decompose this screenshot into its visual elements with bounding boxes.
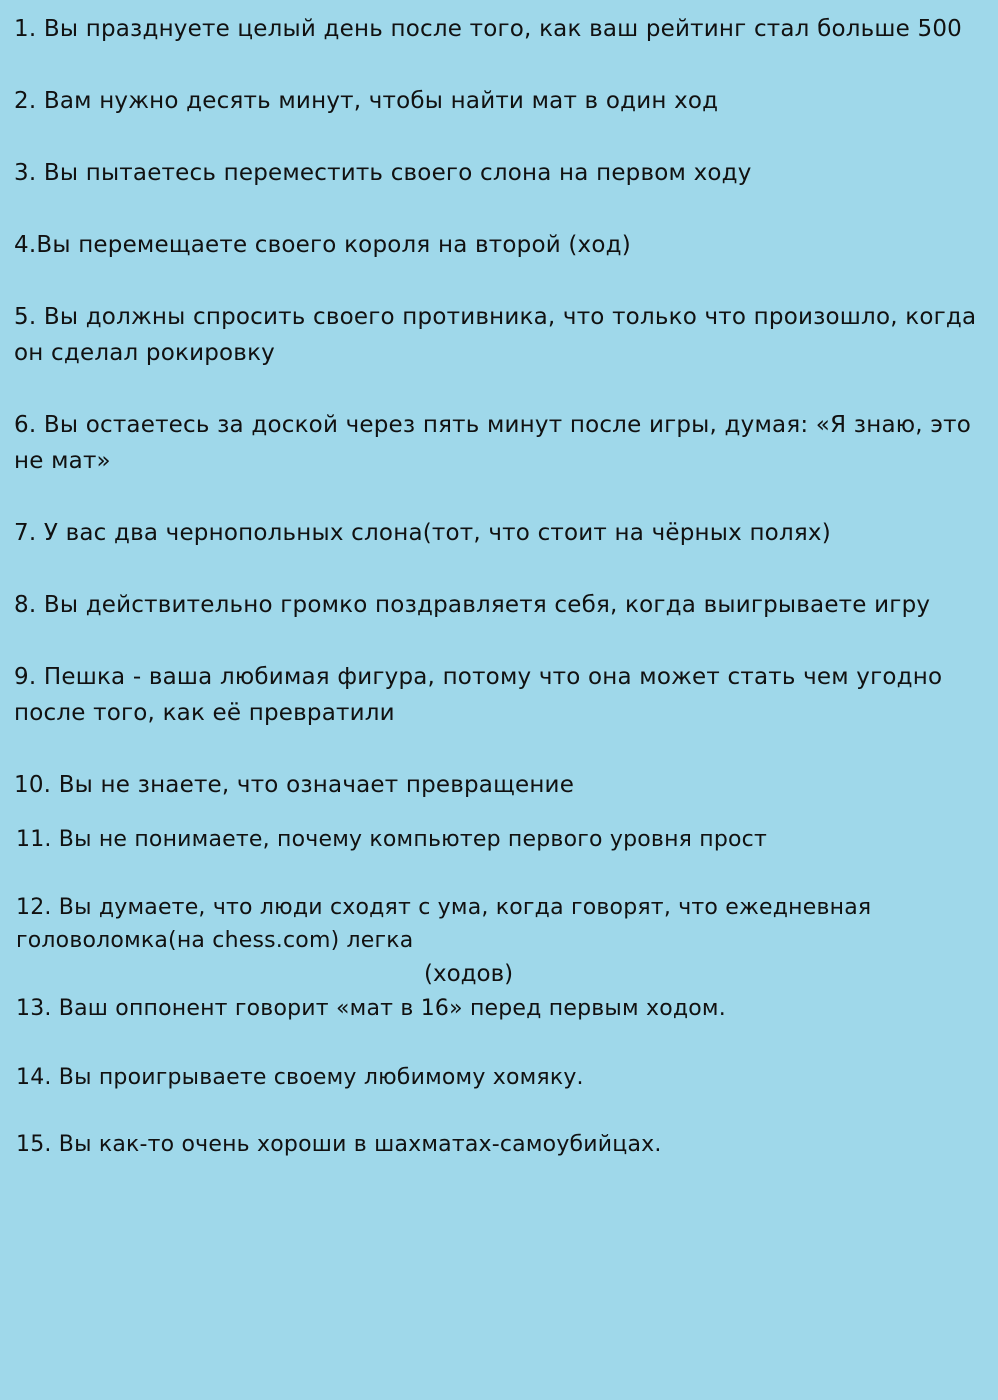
list-item-11: 11. Вы не понимаете, почему компьютер первого уровня прост xyxy=(16,827,767,852)
list-item-12: 12. Вы думаете, что люди сходят с ума, когда говорят, что ежедневная головоломка(на chess.com) легка xyxy=(16,895,872,953)
list-item-8: 8. Вы действительно громко поздравляетя себя, когда выигрываете игру xyxy=(14,592,931,618)
list-item-6: 6. Вы остаетесь за доской через пять минут после игры, думая: «Я знаю, это не мат» xyxy=(14,412,972,474)
list-item-10: 10. Вы не знаете, что означает превращение xyxy=(14,772,575,798)
list-item-3: 3. Вы пытаетесь переместить своего слона на первом ходу xyxy=(14,160,752,186)
list-item-7: 7. У вас два чернопольных слона(тот, что стоит на чёрных полях) xyxy=(14,520,831,546)
list-item-13: 13. Ваш оппонент говорит «мат в 16» перед первым ходом. xyxy=(16,996,726,1021)
list-item-14: 14. Вы проигрываете своему любимому хомяку. xyxy=(16,1065,584,1090)
list-item-2: 2. Вам нужно десять минут, чтобы найти мат в один ход xyxy=(14,88,719,114)
list-item-1: 1. Вы празднуете целый день после того, как ваш рейтинг стал больше 500 xyxy=(14,16,963,42)
list-item-15: 15. Вы как-то очень хороши в шахматах-самоубийцах. xyxy=(16,1132,662,1157)
list-item-5: 5. Вы должны спросить своего противника, что только что произошло, когда он сделал рокировку xyxy=(14,304,977,366)
stray-text: (ходов) xyxy=(424,961,514,987)
list-item-9: 9. Пешка - ваша любимая фигура, потому что она может стать чем угодно после того, как её превратили xyxy=(14,664,943,726)
list-item-4: 4.Вы перемещаете своего короля на второй (ход) xyxy=(14,232,631,258)
